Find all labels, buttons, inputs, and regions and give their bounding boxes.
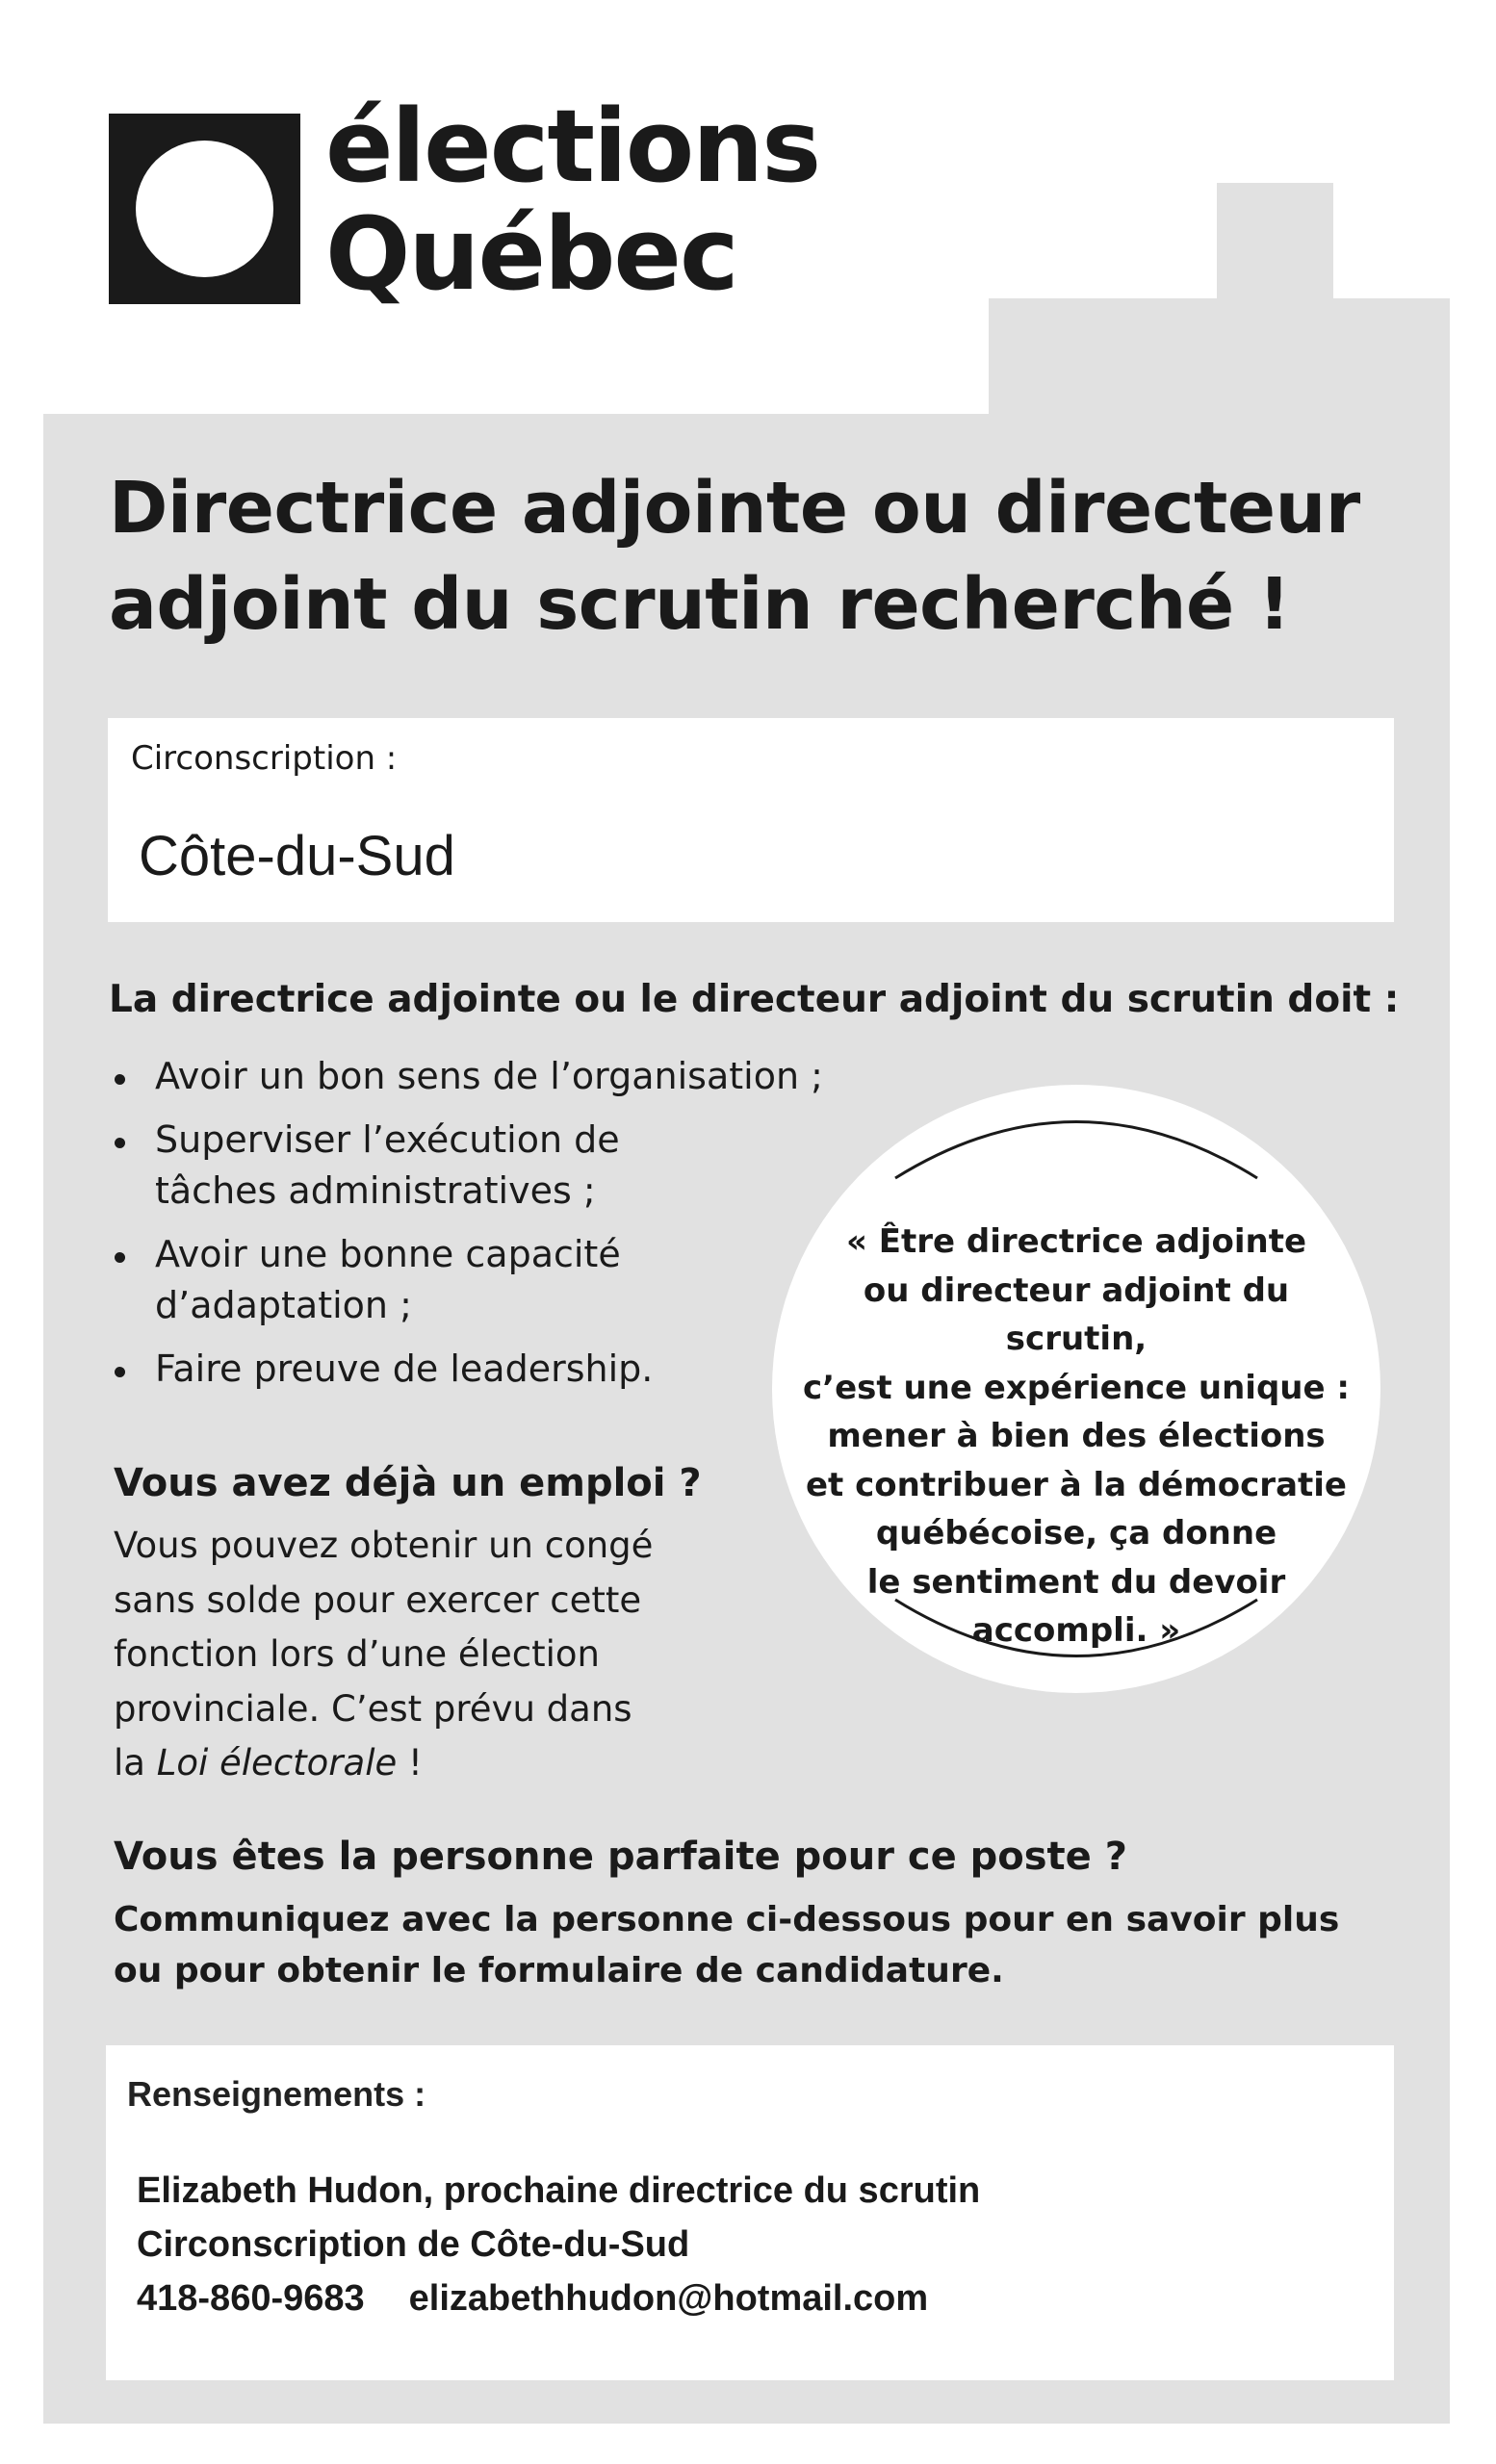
requirements-title: La directrice adjointe ou le directeur adjoint du scrutin doit : xyxy=(109,978,1400,1021)
candidate-line-1: Communiquez avec la personne ci-dessous pour en savoir plus xyxy=(114,1900,1340,1939)
job-section-title: Vous avez déjà un emploi ? xyxy=(114,1461,702,1505)
contact-email[interactable]: elizabethhudon@hotmail.com xyxy=(408,2278,929,2319)
logo-line-2: Québec xyxy=(325,195,737,313)
contact-details xyxy=(137,2278,928,2320)
job-line: fonction lors d’une élection xyxy=(114,1633,600,1675)
requirements-list xyxy=(109,1051,860,1407)
page-title xyxy=(109,460,1389,653)
background-pixel-block xyxy=(1217,183,1333,298)
contact-label: Renseignements : xyxy=(127,2074,426,2114)
requirement-item: Faire preuve de leadership. xyxy=(109,1344,860,1395)
background-pixel-block xyxy=(1333,298,1450,419)
quote-line: « Être directrice adjointe xyxy=(845,1222,1307,1261)
job-line: provinciale. C’est prévu dans xyxy=(114,1687,632,1730)
job-line-last xyxy=(114,1736,730,1791)
circonscription-value: Côte-du-Sud xyxy=(139,825,455,887)
contact-name: Elizabeth Hudon, prochaine directrice du scrutin xyxy=(137,2170,981,2211)
law-name: Loi électorale xyxy=(156,1742,398,1784)
job-last-suffix: ! xyxy=(397,1742,423,1784)
quote-line: accompli. » xyxy=(971,1611,1181,1650)
job-section-body xyxy=(114,1519,730,1791)
contact-phone[interactable]: 418-860-9683 xyxy=(137,2278,365,2319)
logo-line-1: élections xyxy=(325,88,820,205)
contact-riding: Circonscription de Côte-du-Sud xyxy=(137,2224,690,2265)
logo-mark xyxy=(109,114,300,304)
job-last-prefix: la xyxy=(114,1742,157,1784)
testimonial-quote xyxy=(789,1218,1363,1656)
job-line: sans solde pour exercer cette xyxy=(114,1578,642,1621)
quote-line: ou directeur adjoint du scrutin, xyxy=(863,1270,1290,1358)
logo-wordmark xyxy=(325,88,820,313)
quote-line: et contribuer à la démocratie xyxy=(806,1465,1347,1504)
quote-line: le sentiment du devoir xyxy=(866,1562,1286,1602)
circonscription-box xyxy=(108,718,1394,922)
page-title-line-1: Directrice adjointe ou directeur xyxy=(109,467,1360,550)
candidate-section-title: Vous êtes la personne parfaite pour ce poste ? xyxy=(114,1835,1127,1879)
quote-line: mener à bien des élections xyxy=(827,1417,1326,1455)
requirement-item: Avoir un bon sens de l’organisation ; xyxy=(109,1051,860,1102)
job-line: Vous pouvez obtenir un congé xyxy=(114,1525,654,1566)
contact-box xyxy=(106,2045,1394,2380)
requirement-item: Avoir une bonne capacité d’adaptation ; xyxy=(109,1229,656,1331)
circonscription-label: Circonscription : xyxy=(131,739,398,778)
quote-line: c’est une expérience unique : xyxy=(803,1368,1350,1407)
quote-arc-top xyxy=(895,1122,1257,1179)
candidate-line-2: ou pour obtenir le formulaire de candidature. xyxy=(114,1951,1004,1990)
logo-circle-icon xyxy=(136,141,273,277)
page-title-line-2: adjoint du scrutin recherché ! xyxy=(109,563,1291,646)
requirement-item: Superviser l’exécution de tâches administratives ; xyxy=(109,1115,656,1217)
candidate-section-body xyxy=(114,1894,1404,1996)
quote-line: québécoise, ça donne xyxy=(875,1514,1277,1553)
